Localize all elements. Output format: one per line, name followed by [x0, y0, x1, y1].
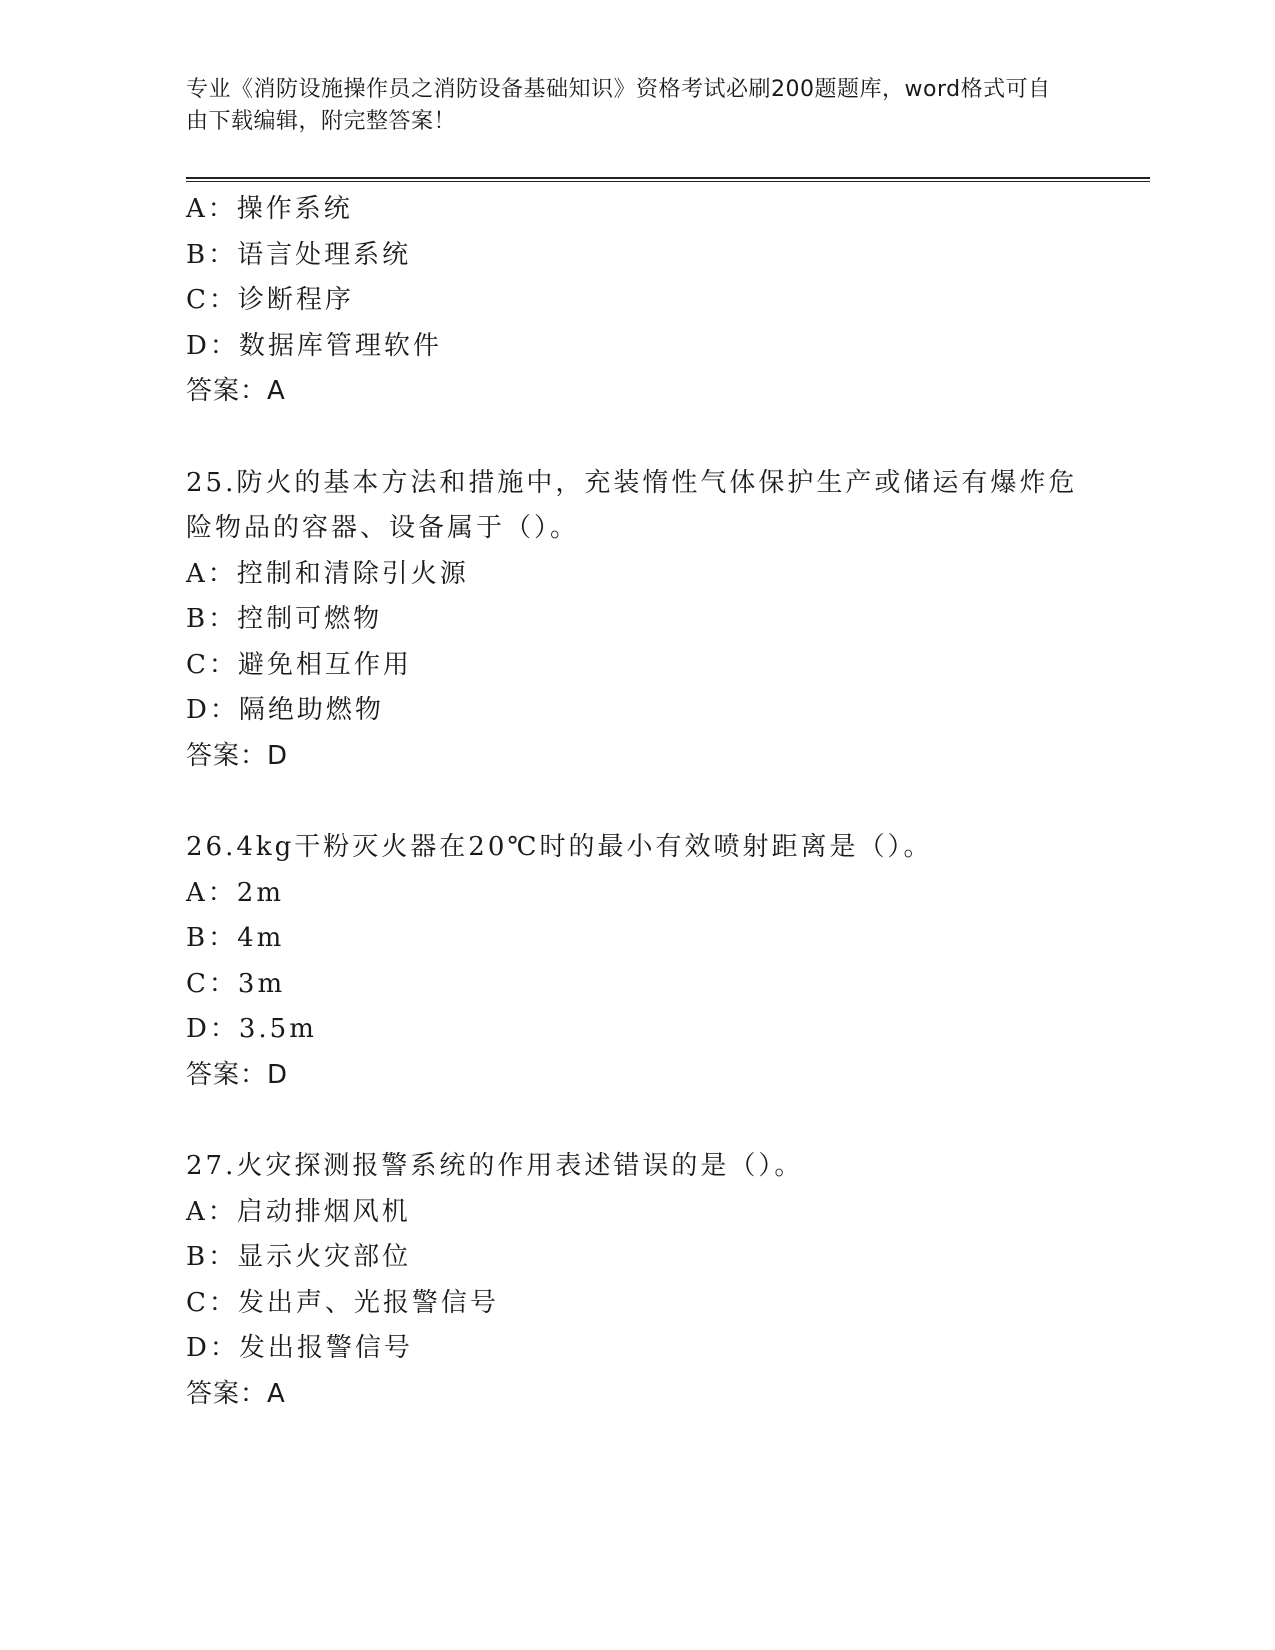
option-b: B：4m: [186, 923, 285, 953]
page-header: 专业《消防设施操作员之消防设备基础知识》资格考试必刷200题题库，word格式可自由下载编辑，附完整答案！: [186, 77, 1051, 134]
question-stem: 26.4kg干粉灭火器在20℃时的最小有效喷射距离是（）。: [186, 832, 933, 862]
question-stem: 27.火灾探测报警系统的作用表述错误的是（）。: [186, 1151, 804, 1181]
question-25: [186, 461, 1106, 780]
option-c: C：发出声、光报警信号: [186, 1287, 499, 1318]
option-a: A：控制和清除引火源: [186, 558, 469, 589]
option-b: B：语言处理系统: [186, 239, 412, 270]
question-24-tail: [186, 187, 1106, 415]
header-divider: [186, 177, 1150, 182]
option-d: D：发出报警信号: [186, 1333, 413, 1363]
option-d: D：数据库管理软件: [186, 330, 442, 361]
option-a: A：操作系统: [186, 194, 353, 224]
option-b: B：控制可燃物: [186, 604, 383, 634]
option-a: A：2m: [186, 877, 284, 908]
option-b: B：显示火灾部位: [186, 1242, 412, 1272]
question-list: [186, 187, 1106, 1417]
option-d: D：3.5m: [186, 1014, 317, 1044]
question-27: [186, 1144, 1106, 1417]
question-26: [186, 825, 1106, 1098]
question-stem: 25.防火的基本方法和措施中，充装惰性气体保护生产或储运有爆炸危险物品的容器、设备属于（）。: [186, 467, 1078, 543]
option-c: C：3m: [186, 968, 286, 999]
answer-line: 答案：A: [186, 1378, 286, 1409]
answer-line: 答案：D: [186, 1059, 289, 1090]
option-c: C：避免相互作用: [186, 649, 412, 680]
answer-line: 答案：D: [186, 740, 289, 771]
option-d: D：隔绝助燃物: [186, 695, 384, 725]
option-a: A：启动排烟风机: [186, 1196, 411, 1227]
option-c: C：诊断程序: [186, 285, 354, 315]
answer-line: 答案：A: [186, 376, 286, 406]
